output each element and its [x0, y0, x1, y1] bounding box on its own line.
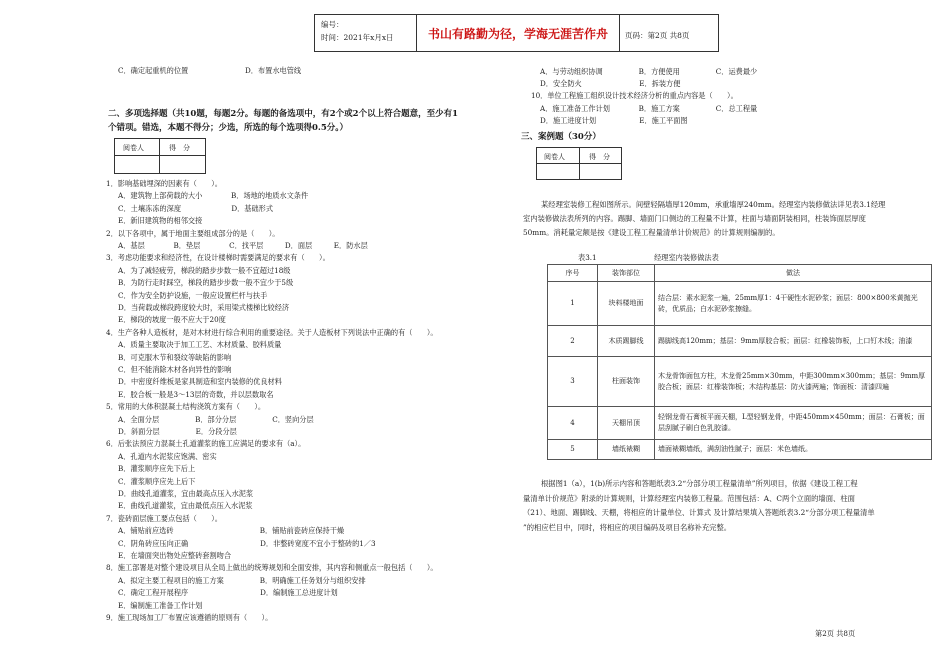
- score-label: 得 分: [169, 144, 190, 152]
- score-label-2: 得 分: [589, 153, 610, 161]
- question-option: E．编制施工准备工作计划: [118, 600, 203, 610]
- grader-table-hline: [115, 155, 205, 156]
- question-option: E．在墙面突出物处应整砖套割吻合: [118, 551, 232, 560]
- question-stem: 3．考虑功能要求和经济性，在设计楼梯时需要满足的要求有（ ）。: [106, 253, 330, 263]
- question-option: A．与劳动组织协调 B．方便使用 C．运费最少: [540, 67, 758, 76]
- question-option: A．质量主要取决于加工工艺、木材质量、胶料质量: [118, 340, 282, 350]
- table-header-row: [548, 265, 932, 282]
- table-row: [548, 357, 932, 407]
- row-method: 踢脚线高120mm；基层：9mm厚胶合板；面层：红橡装饰板，上口钉木线；油漆: [655, 326, 932, 357]
- question-stem: 10．单位工程施工组织设计技术经济分析的重点内容是（ ）。: [531, 91, 738, 101]
- question-option: A．铺贴前应选砖 B．铺贴前瓷砖应保持干燥: [118, 526, 345, 536]
- question-option: C．确定工程开展程序 D．编制施工总进度计划: [118, 588, 338, 598]
- motto: 书山有路勤为径，学海无涯苦作舟: [427, 27, 608, 41]
- question-option: A．基层 B．垫层 C．找平层 D．面层 E．防水层: [118, 241, 368, 250]
- row-part: 块料楼地面: [598, 282, 655, 326]
- question-option: A．为了减轻疲劳，梯段的踏步步数一般不宜超过18级: [118, 265, 291, 275]
- section2-title-2: 个错项。错选，本题不得分；少选，所选的每个选项得0.5分。）: [108, 123, 349, 133]
- question-option: B．为防行走时踩空，梯段的踏步步数一般不宜少于5级: [118, 278, 294, 288]
- question-option: A．施工准备工作计划 B．施工方案 C．总工程量: [540, 103, 758, 113]
- question-option: E．胶合板一般是3～13层的奇数，并以层数取名: [118, 389, 274, 399]
- row-method: 墙面裱糊墙纸，满刮油性腻子；面层：米色墙纸。: [655, 440, 932, 460]
- header-box: [314, 14, 719, 52]
- header-part: 装饰部位: [598, 265, 655, 282]
- table-row: [548, 407, 932, 440]
- question-option: E．梯段的坡度一般不应大于20度: [118, 315, 226, 325]
- question-option: C．土壤冻冻的深度 D．基础形式: [118, 203, 274, 213]
- question-option: E．新旧建筑物的相邻交接: [118, 216, 203, 226]
- question-option: C．阴角砖应压向正确 D．非整砖宽度不宜小于整砖的1／3: [118, 538, 376, 548]
- row-no: 1: [548, 282, 598, 326]
- table-caption: 表3.1 经理室内装修做法表: [578, 253, 719, 262]
- row-part: 木质踢脚线: [598, 326, 655, 357]
- question-option: E．曲线孔道灌浆，宜由最低点压入水泥浆: [118, 501, 253, 511]
- row-part: 柱面装饰: [598, 357, 655, 407]
- question-stem: 8．施工部署是对整个建设项目从全局上做出的统筹规划和全面安排，其内容和侧重点一般包括（ ）。: [106, 563, 438, 573]
- page-footer: 第2页 共8页: [815, 629, 856, 638]
- question-stem: 6．后张法预应力混凝土孔道灌浆的施工应满足的要求有（a）。: [106, 439, 306, 449]
- question-option: A．孔道内水泥浆应饱满、密实: [118, 451, 217, 461]
- question-stem: 5．常用的大体积混凝土结构浇筑方案有（ ）。: [106, 402, 266, 412]
- question-line: （21）、地面、踢脚线、天棚，将相应的计量单位、计算式 及计算结果填入答题纸表3.2“分部分项工程量清单: [523, 508, 875, 517]
- question-line: 量清单计价规范》附录的计算规则，计算经理室内装修工程量。范围包括：A、C两个立面的墙面、柱面: [523, 493, 855, 503]
- question-stem: 1．影响基础埋深的因素有（ ）。: [106, 179, 222, 188]
- row-method: 木龙骨饰面包方柱，木龙骨25mm×30mm，中距300mm×300mm；基层：9mm厚胶合板；面层：红橡装饰板；木结构基层：防火漆两遍；饰面板：清漆四遍: [655, 357, 932, 407]
- section2-title: 二、多项选择题（共10题，每题2分。每题的备选项中，有2个或2个以上符合题意，至少有1: [108, 109, 458, 119]
- question-option: D．当荷载或梯段跨度较大时，采用梁式楼梯比较经济: [118, 303, 290, 312]
- question-option: D．斜面分层 E．分段分层: [118, 427, 237, 436]
- row-method: 轻钢龙骨石膏板平面天棚，L型轻钢龙骨，中距450mm×450mm；面层：石膏板；面层刮腻子刷白色乳胶漆。: [655, 407, 932, 440]
- row-no: 4: [548, 407, 598, 440]
- question-stem: 9．施工现场加工厂布置应该遵循的原则有（ ）。: [106, 613, 273, 622]
- prev-option-d: D．布置水电管线: [245, 66, 302, 75]
- question-option: A．拟定主要工程项目的施工方案 B．明确施工任务划分与组织安排: [118, 575, 366, 585]
- intro-line: 50mm。消耗量定额是按《建设工程工程量清单计价规范》的计算规则编制的。: [523, 228, 780, 237]
- grader-label-2: 阅卷人: [544, 153, 565, 161]
- question-stem: 2．以下各项中，属于地面主要组成部分的是（ ）。: [106, 228, 280, 238]
- question-stem: 4．生产各种人造板材，是对木材进行综合利用的重要途径。关于人造板材下列说法中正确的有（ ）。: [106, 327, 438, 337]
- grader-table-2: [536, 147, 622, 180]
- decoration-table: [547, 264, 932, 460]
- row-no: 2: [548, 326, 598, 357]
- row-no: 5: [548, 440, 598, 460]
- intro-line: 某经理室装修工程如图所示。间壁轻隔墙厚120mm，承重墙厚240mm。经理室内装修做法详见表3.1经理: [541, 200, 886, 209]
- row-no: 3: [548, 357, 598, 407]
- section3-title: 三、案例题（30分）: [521, 132, 601, 142]
- question-option: B．可克服木节和裂纹等缺陷的影响: [118, 352, 232, 362]
- page-label: 页码：第2页 共8页: [625, 31, 690, 40]
- intro-line: 室内装修做法表所列的内容。踢脚、墙面门口侧边的工程量不计算，柱面与墙面阴装相同，柱装饰面层厚度: [523, 214, 866, 223]
- row-part: 墙纸裱糊: [598, 440, 655, 460]
- number-label: 编号：: [321, 20, 344, 29]
- question-stem: 7．瓷砖面层施工要点包括（ ）。: [106, 513, 222, 523]
- prev-option-c: C．确定起重机的位置: [118, 66, 189, 75]
- header-method: 做法: [655, 265, 932, 282]
- question-option: B．灌浆顺序应先下后上: [118, 464, 196, 474]
- question-line: ”的相应栏目中，同时，将相应的项目编码及项目名称补充完整。: [523, 522, 732, 532]
- grader-table-2-vline: [579, 148, 580, 179]
- header-info: [315, 15, 417, 51]
- question-option: C．灌浆顺序应先上后下: [118, 476, 196, 486]
- question-option: A．全面分层 B．部分分层 C．竖向分层: [118, 414, 314, 424]
- time-label: 时间：2021年x月x日: [321, 33, 394, 42]
- question-option: A．建筑物上部荷载的大小 B．场地的地质水文条件: [118, 191, 309, 201]
- table-body: [548, 282, 932, 460]
- row-part: 天棚吊顶: [598, 407, 655, 440]
- grader-table-vline: [159, 139, 160, 173]
- question-option: C．作为安全防护设施，一般应设置栏杆与扶手: [118, 290, 268, 300]
- motto-cell: [417, 15, 620, 51]
- table-row: [548, 326, 932, 357]
- question-option: D．中密度纤维板是家具制造和室内装修的优良材料: [118, 377, 282, 387]
- question-option: C．但不能消除木材各向异性的影响: [118, 365, 232, 374]
- table-row: [548, 282, 932, 326]
- question-option: D．安全防火 E．拆装方便: [540, 79, 681, 89]
- question-option: D．曲线孔道灌浆，宜由最高点压入水泥浆: [118, 489, 254, 498]
- question-line: 根据图1（a），1(b)所示内容和答题纸表3.2“分部分项工程量清单”所列项目，依据《建设工程工程: [541, 479, 858, 488]
- header-no: 序号: [548, 265, 598, 282]
- grader-label: 阅卷人: [123, 144, 144, 152]
- table-row: [548, 440, 932, 460]
- row-method: 结合层：素水泥浆一遍，25mm厚1：4干硬性水泥砂浆；面层：800×800米黄抛光砖，优质品；白水泥砂浆擦缝。: [655, 282, 932, 326]
- question-option: D．施工进度计划 E．施工平面图: [540, 115, 688, 125]
- grader-table: [114, 138, 206, 174]
